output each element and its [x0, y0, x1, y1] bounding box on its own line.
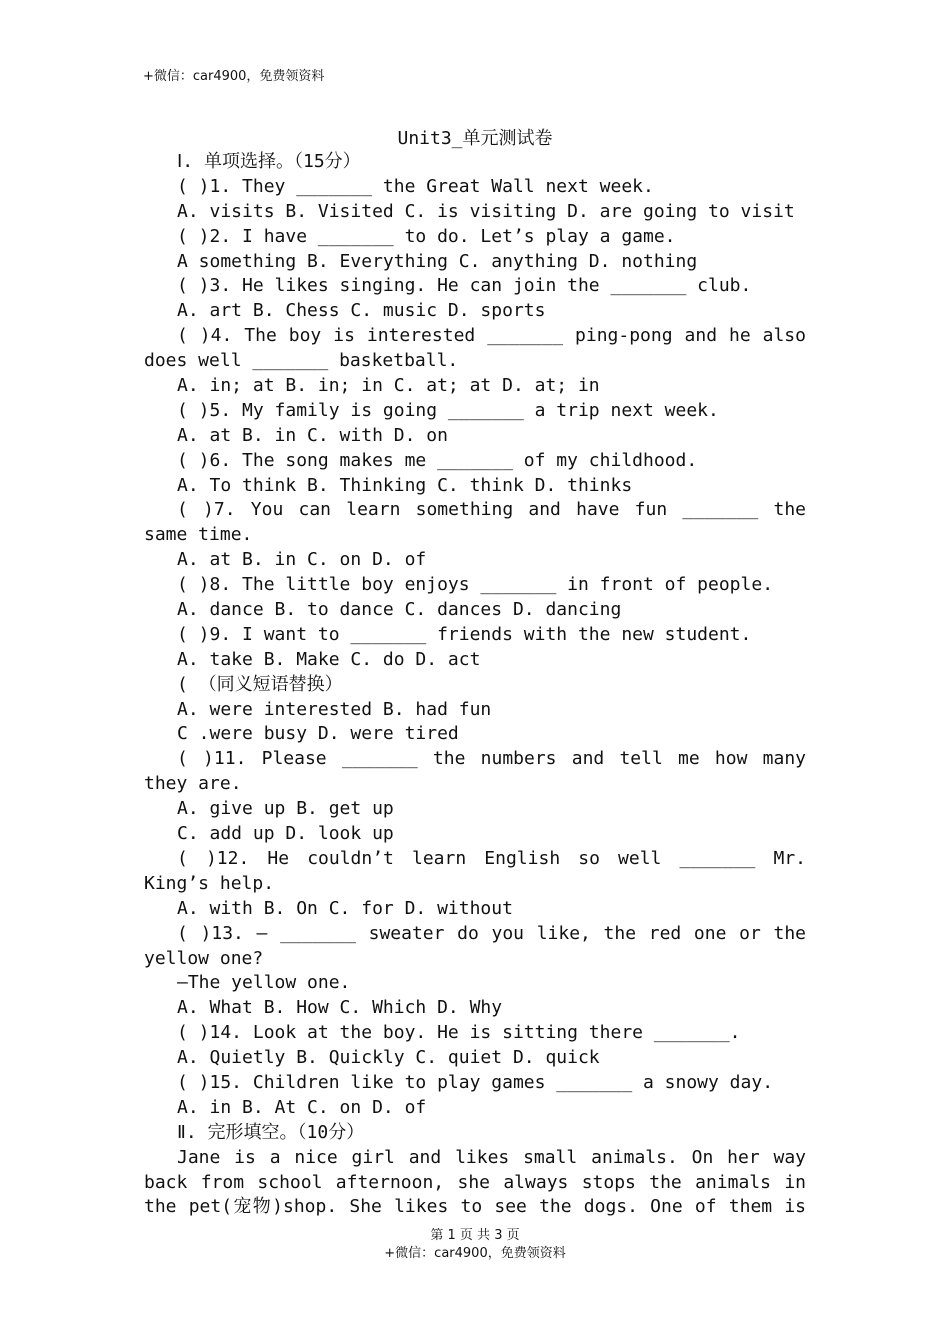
options-13: A. What B. How C. Which D. Why	[177, 997, 503, 1019]
options-10b: C .were busy D. were tired	[177, 723, 459, 745]
document-body	[144, 150, 806, 1220]
page-number: 第 1 页 共 3 页	[430, 1228, 520, 1243]
question-7: ( )7. You can learn something and have fun _______ the	[177, 499, 806, 521]
question-15: ( )15. Children like to play games _______ a snowy day.	[177, 1071, 774, 1093]
question-4-cont: does well _______ basketball.	[144, 350, 459, 372]
question-9: ( )9. I want to _______ friends with the new student.	[177, 623, 752, 645]
options-10a: A. were interested B. had fun	[177, 698, 492, 720]
question-1: ( )1. They _______ the Great Wall next week.	[177, 175, 654, 197]
options-2: A something B. Everything C. anything D. nothing	[177, 250, 698, 272]
header-watermark: +微信：car4900，免费领资料	[143, 69, 325, 84]
options-3: A. art B. Chess C. music D. sports	[177, 300, 546, 322]
question-3: ( )3. He likes singing. He can join the _______ club.	[177, 275, 752, 297]
options-12: A. with B. On C. for D. without	[177, 897, 513, 919]
options-9: A. take B. Make C. do D. act	[177, 648, 481, 670]
options-8: A. dance B. to dance C. dances D. dancing	[177, 599, 622, 621]
options-14: A. Quietly B. Quickly C. quiet D. quick	[177, 1047, 600, 1069]
question-14: ( )14. Look at the boy. He is sitting there _______.	[177, 1022, 741, 1044]
question-13-answer: —The yellow one.	[177, 972, 351, 994]
question-4: ( )4. The boy is interested _______ ping-pong and he also	[177, 325, 806, 347]
passage-line-3: the pet(宠物)shop. She likes to see the dogs. One of them is	[144, 1196, 806, 1218]
question-6: ( )6. The song makes me _______ of my childhood.	[177, 449, 698, 471]
question-2: ( )2. I have _______ to do. Let’s play a game.	[177, 225, 676, 247]
section-heading-2: Ⅱ. 完形填空。（10分）	[177, 1121, 365, 1143]
options-7: A. at B. in C. on D. of	[177, 549, 427, 571]
section-heading-1: Ⅰ. 单项选择。（15分）	[177, 151, 361, 172]
question-8: ( )8. The little boy enjoys _______ in front of people.	[177, 574, 774, 596]
question-5: ( )5. My family is going _______ a trip next week.	[177, 399, 719, 421]
document-title: Unit3_单元测试卷	[397, 128, 553, 149]
question-11-cont: they are.	[144, 773, 242, 795]
passage-line-1: Jane is a nice girl and likes small animals. On her way	[177, 1146, 806, 1168]
question-11: ( )11. Please _______ the numbers and tell me how many	[177, 748, 806, 770]
options-6: A. To think B. Thinking C. think D. thinks	[177, 474, 633, 496]
options-15: A. in B. At C. on D. of	[177, 1096, 427, 1118]
options-4: A. in; at B. in; in C. at; at D. at; in	[177, 375, 600, 397]
passage-line-2: back from school afternoon, she always stops the animals in	[144, 1171, 806, 1193]
options-1: A. visits B. Visited C. is visiting D. are going to visit	[177, 200, 795, 222]
question-12-cont: King’s help.	[144, 872, 275, 894]
question-12: ( )12. He couldn’t learn English so well _______ Mr.	[177, 847, 806, 869]
question-7-cont: same time.	[144, 524, 253, 546]
footer-watermark: +微信：car4900，免费领资料	[384, 1246, 566, 1261]
options-5: A. at B. in C. with D. on	[177, 424, 448, 446]
question-13-cont: yellow one?	[144, 947, 264, 969]
options-11a: A. give up B. get up	[177, 798, 394, 820]
options-11b: C. add up D. look up	[177, 823, 394, 845]
question-13: ( )13. — _______ sweater do you like, the red one or the	[177, 922, 806, 944]
question-10: ( （同义短语替换）	[177, 673, 343, 695]
